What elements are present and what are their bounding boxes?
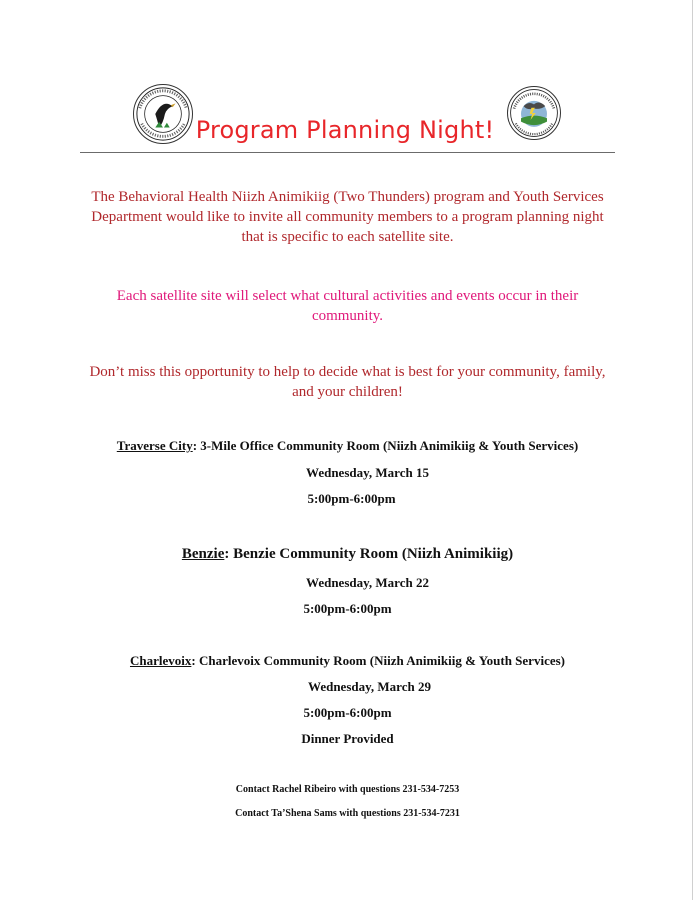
contact-line: Contact Rachel Ribeiro with questions 231-534-7253 <box>235 784 460 795</box>
site-location: : Benzie Community Room (Niizh Animikiig) <box>224 546 514 562</box>
site-traverse-city-location <box>0 438 695 454</box>
contact-line: Contact Ta’Shena Sams with questions 231-534-7231 <box>235 808 460 819</box>
activities-paragraph: Each satellite site will select what cultural activities and events occur in their community. <box>116 288 579 324</box>
site-traverse-city-time: 5:00pm-6:00pm <box>307 491 396 506</box>
opportunity-paragraph: Don’t miss this opportunity to help to decide what is best for your community, family, and your children! <box>89 364 606 400</box>
site-name: Traverse City <box>116 438 193 453</box>
site-location: : Charlevoix Community Room (Niizh Animikiig & Youth Services) <box>191 653 565 668</box>
site-location: : 3-Mile Office Community Room (Niizh Animikiig & Youth Services) <box>192 438 579 453</box>
site-charlevoix-time: 5:00pm-6:00pm <box>303 705 392 720</box>
site-benzie-time: 5:00pm-6:00pm <box>303 601 392 616</box>
title-divider <box>80 152 615 153</box>
intro-paragraph: The Behavioral Health Niizh Animikiig (Two Thunders) program and Youth Services Department would like to invite all community members to a program planning night that is specific to each satellite site. <box>91 189 604 245</box>
site-name: Benzie <box>181 546 225 562</box>
site-charlevoix-date: Wednesday, March 29 <box>308 679 431 694</box>
site-benzie-location <box>0 546 695 563</box>
site-benzie-date: Wednesday, March 22 <box>306 575 429 590</box>
site-name: Charlevoix <box>129 653 192 668</box>
site-charlevoix-location <box>0 653 695 669</box>
page-title: Program Planning Night! <box>195 116 495 144</box>
dinner-note: Dinner Provided <box>301 731 394 746</box>
site-traverse-city-date: Wednesday, March 15 <box>306 465 429 480</box>
